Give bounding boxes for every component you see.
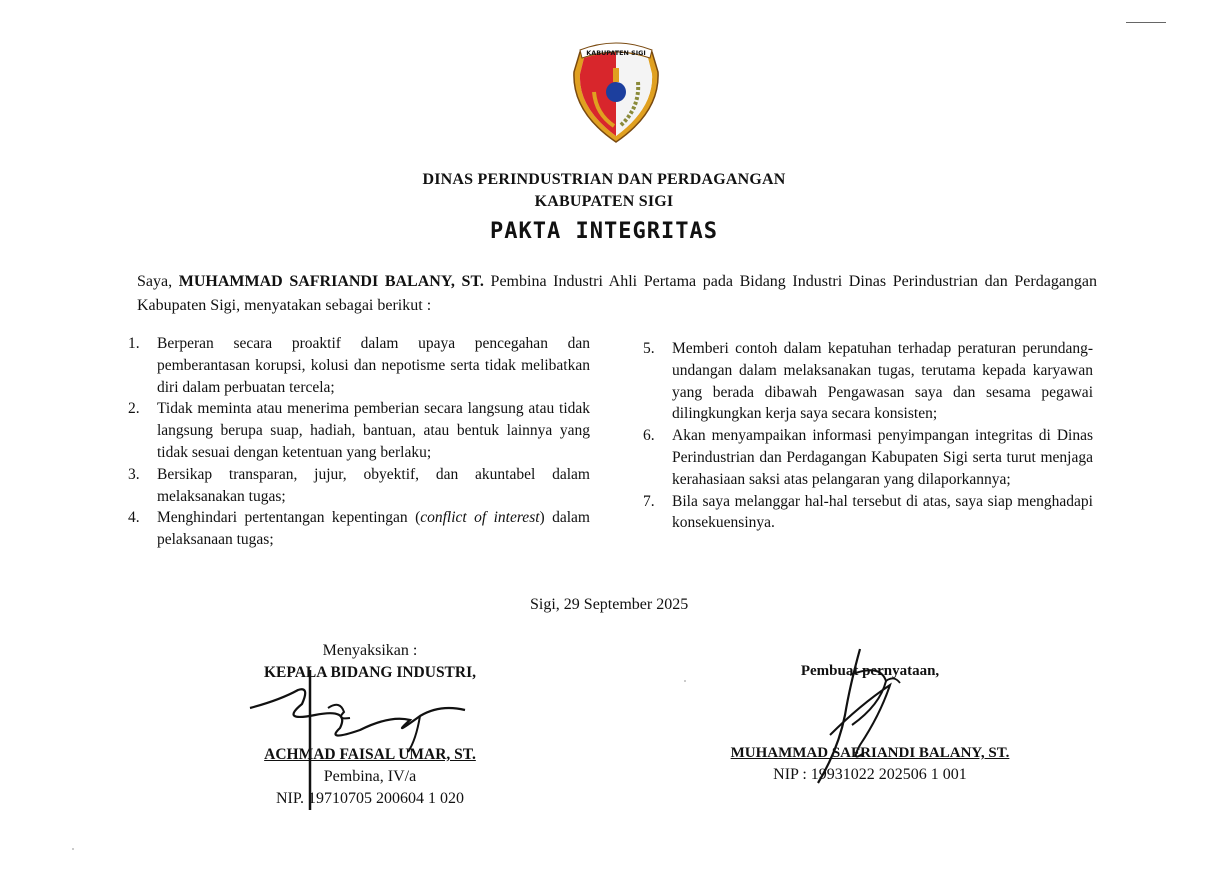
item-number: 7. — [643, 492, 655, 510]
item-text-italic: conflict of interest — [420, 509, 540, 527]
commitments-left-column — [128, 333, 590, 551]
item-number: 5. — [643, 340, 655, 357]
intro-statement — [137, 270, 1097, 318]
declarant-signature-block — [700, 660, 1040, 786]
list-item — [128, 333, 590, 398]
list-item — [643, 425, 1093, 490]
list-item — [128, 507, 590, 551]
corner-mark — [1126, 22, 1166, 23]
item-text-before: Menghindari pertentangan kepentingan ( — [157, 509, 421, 527]
witness-role: KEPALA BIDANG INDUSTRI, — [263, 664, 476, 681]
intro-body: Pembina Industri Ahli Pertama pada Bidang Industri Dinas Perindustrian dan Perdagangan Kabupaten Sigi, menyatakan sebagai berikut : — [137, 273, 1098, 314]
witness-nip: NIP. 19710705 200604 1 020 — [275, 790, 464, 807]
list-item — [643, 491, 1093, 535]
commitments-right-column — [643, 338, 1093, 534]
speck — [72, 848, 74, 850]
item-number: 3. — [128, 465, 140, 483]
declarant-label: Pembuat pernyataan, — [800, 663, 940, 679]
item-text: Bila saya melanggar hal-hal tersebut di atas, saya siap menghadapi konsekuensinya. — [672, 492, 1093, 532]
kabupaten-sigi-logo — [570, 42, 662, 146]
list-item — [128, 464, 590, 508]
item-text-after: ) dalam pelaksanaan tugas; — [157, 509, 590, 549]
witness-rank: Pembina, IV/a — [323, 768, 417, 785]
agency-region: KABUPATEN SIGI — [534, 193, 674, 210]
item-text: Tidak meminta atau menerima pemberian secara langsung atau tidak langsung berupa suap, hadiah, bantuan, atau bentuk lainnya yang tidak sesuai dengan ketentuan yang berlaku; — [157, 400, 590, 461]
list-item — [643, 338, 1093, 425]
agency-name: DINAS PERINDUSTRIAN DAN PERDAGANGAN — [422, 171, 786, 188]
document-title: PAKTA INTEGRITAS — [490, 219, 718, 244]
item-text — [157, 507, 590, 551]
witness-name: ACHMAD FAISAL UMAR, ST. — [264, 746, 476, 763]
item-number: 2. — [128, 400, 140, 418]
item-text: Bersikap transparan, jujur, obyektif, dan akuntabel dalam melaksanakan tugas; — [157, 465, 590, 505]
item-number: 6. — [643, 427, 655, 445]
list-item — [128, 398, 590, 463]
item-text: Akan menyampaikan informasi penyimpangan integritas di Dinas Perindustrian dan Perdagangan Kabupaten Sigi serta turut menjaga kerahasiaan saksi atas pelangaran yang dilaporkannya; — [672, 427, 1093, 488]
place-date: Sigi, 29 September 2025 — [530, 596, 689, 613]
item-number: 1. — [128, 335, 140, 352]
declarant-nip: NIP : 19931022 202506 1 001 — [773, 766, 967, 783]
intro-prefix: Saya, — [137, 273, 173, 290]
speck — [684, 680, 686, 682]
item-text: Berperan secara proaktif dalam upaya pencegahan dan pemberantasan korupsi, kolusi dan nepotisme serta tidak melibatkan diri dalam perbuatan tercela; — [157, 335, 590, 396]
item-number: 4. — [128, 509, 140, 527]
item-text: Memberi contoh dalam kepatuhan terhadap peraturan perundang-undangan dalam melaksanakan tugas, terutama kepada karyawan yang berada dibawah Pengawasan saya dan sesama pegawai dilingkungkan kerja saya secara konsisten; — [672, 340, 1093, 423]
logo-text: KABUPATEN SIGI — [586, 49, 646, 57]
declarant-name-inline: MUHAMMAD SAFRIANDI BALANY, ST. — [178, 273, 484, 290]
witness-label: Menyaksikan : — [322, 642, 418, 659]
witness-signature-block — [230, 640, 510, 810]
declarant-name: MUHAMMAD SAFRIANDI BALANY, ST. — [730, 745, 1010, 761]
